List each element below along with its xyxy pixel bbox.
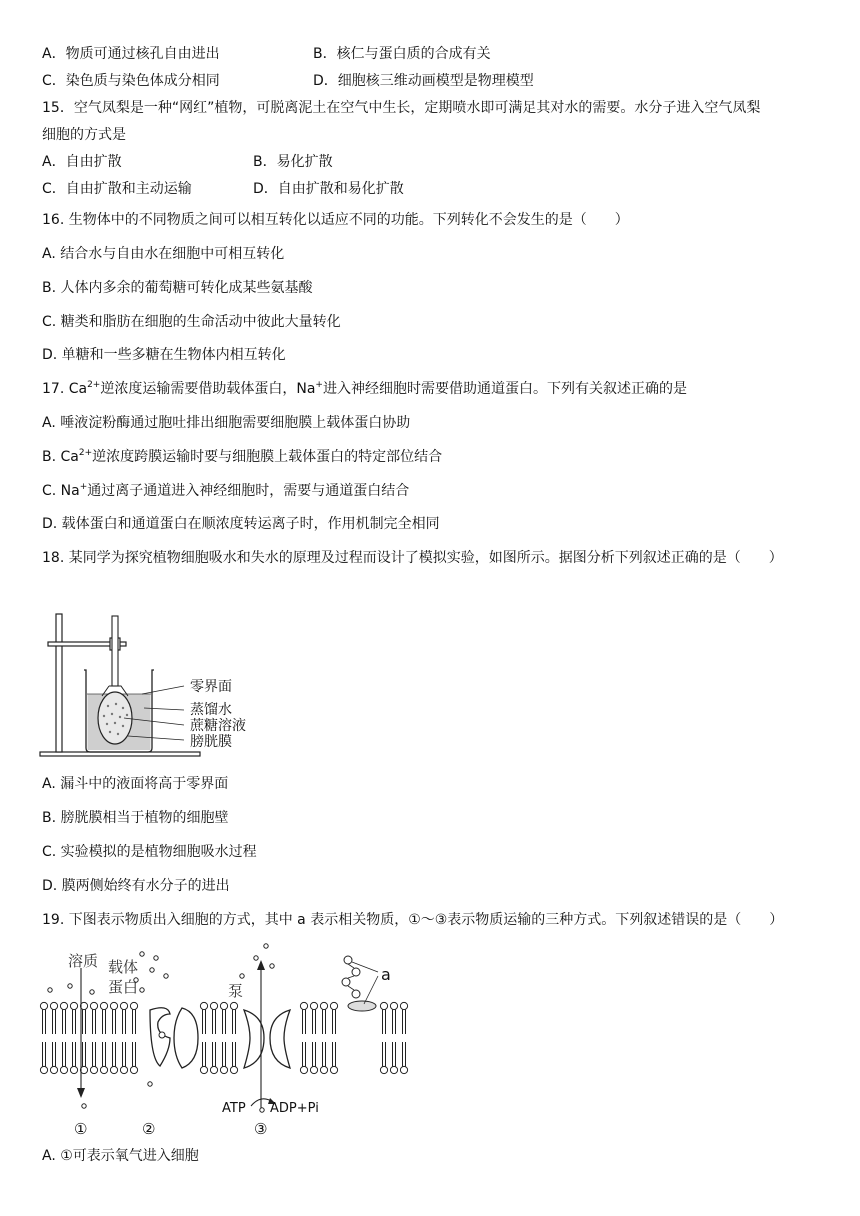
pump-protein	[244, 1010, 290, 1068]
carrier-protein	[150, 1008, 198, 1068]
q18-option-c: C. 实验模拟的是植物细胞吸水过程	[42, 844, 257, 860]
label-sucrose-solution: 蔗糖溶液	[190, 718, 246, 734]
q17-stem: 17. $Ca^{2+}$逆浓度运输需要借助载体蛋白，Na+进入神经细胞时需要借助通道蛋白。下列有关叙述正确的是	[42, 380, 687, 397]
q15-option-d: D．自由扩散和易化扩散	[253, 181, 404, 197]
q18-option-a: A. 漏斗中的液面将高于零界面	[42, 776, 229, 792]
label-a: a	[381, 965, 391, 984]
q18-stem: 18. 某同学为探究植物细胞吸水和失水的原理及过程而设计了模拟实验，如图所示。据图分析下列叙述正确的是（ ）	[42, 550, 783, 566]
q15-option-c: C．自由扩散和主动运输	[42, 181, 192, 197]
label-carrier-1: 载体	[108, 958, 139, 976]
q17-option-d: D. 载体蛋白和通道蛋白在顺浓度转运离子时，作用机制完全相同	[42, 516, 440, 532]
label-solute: 溶质	[68, 952, 99, 970]
q16-option-c: C. 糖类和脂肪在细胞的生命活动中彼此大量转化	[42, 314, 341, 330]
label-adp-pi: ADP+Pi	[270, 1101, 319, 1116]
q16-option-a: A. 结合水与自由水在细胞中可相互转化	[42, 246, 285, 262]
q14-option-a: A．物质可通过核孔自由进出	[42, 46, 220, 62]
q14-option-d: D．细胞核三维动画模型是物理模型	[313, 73, 534, 89]
q14-option-b: B．核仁与蛋白质的合成有关	[313, 46, 491, 62]
q15-stem-line2: 细胞的方式是	[42, 127, 126, 143]
osmosis-apparatus-figure	[38, 606, 258, 762]
label-atp: ATP	[222, 1101, 246, 1116]
label-mode-3: ③	[254, 1120, 268, 1138]
q19-option-a: A. ①可表示氧气进入细胞	[42, 1148, 199, 1164]
label-zero-interface: 零界面	[190, 679, 232, 695]
q15-option-b: B．易化扩散	[253, 154, 333, 170]
label-bladder-membrane: 膀胱膜	[190, 734, 232, 750]
q17-option-a: A. 唾液淀粉酶通过胞吐排出细胞需要细胞膜上载体蛋白协助	[42, 415, 411, 431]
label-mode-2: ②	[142, 1120, 156, 1138]
q15-stem-line1: 15．空气凤梨是一种“网红”植物，可脱离泥土在空气中生长，定期喷水即可满足其对水的需要。水分子进入空气凤梨	[42, 100, 761, 116]
q16-stem: 16. 生物体中的不同物质之间可以相互转化以适应不同的功能。下列转化不会发生的是（ ）	[42, 212, 629, 228]
q18-option-d: D. 膜两侧始终有水分子的进出	[42, 878, 230, 894]
membrane-transport-figure	[38, 938, 413, 1140]
q14-option-c: C．染色质与染色体成分相同	[42, 73, 220, 89]
label-carrier-2: 蛋白	[108, 978, 139, 996]
q15-option-a: A．自由扩散	[42, 154, 122, 170]
q19-stem: 19. 下图表示物质出入细胞的方式，其中 a 表示相关物质，①～③表示物质运输的三种方式。下列叙述错误的是（ ）	[42, 912, 784, 928]
q17-option-c: C. Na+通过离子通道进入神经细胞时，需要与通道蛋白结合	[42, 482, 410, 499]
phospholipid-bilayer	[40, 1002, 407, 1073]
q17-option-b: B. $Ca^{2+}$逆浓度跨膜运输时要与细胞膜上载体蛋白的特定部位结合	[42, 448, 443, 465]
q16-option-b: B. 人体内多余的葡萄糖可转化成某些氨基酸	[42, 280, 313, 296]
q18-option-b: B. 膀胱膜相当于植物的细胞壁	[42, 810, 229, 826]
label-pump: 泵	[228, 982, 244, 1000]
label-mode-1: ①	[74, 1120, 88, 1138]
q16-option-d: D. 单糖和一些多糖在生物体内相互转化	[42, 347, 286, 363]
label-distilled-water: 蒸馏水	[190, 702, 232, 718]
